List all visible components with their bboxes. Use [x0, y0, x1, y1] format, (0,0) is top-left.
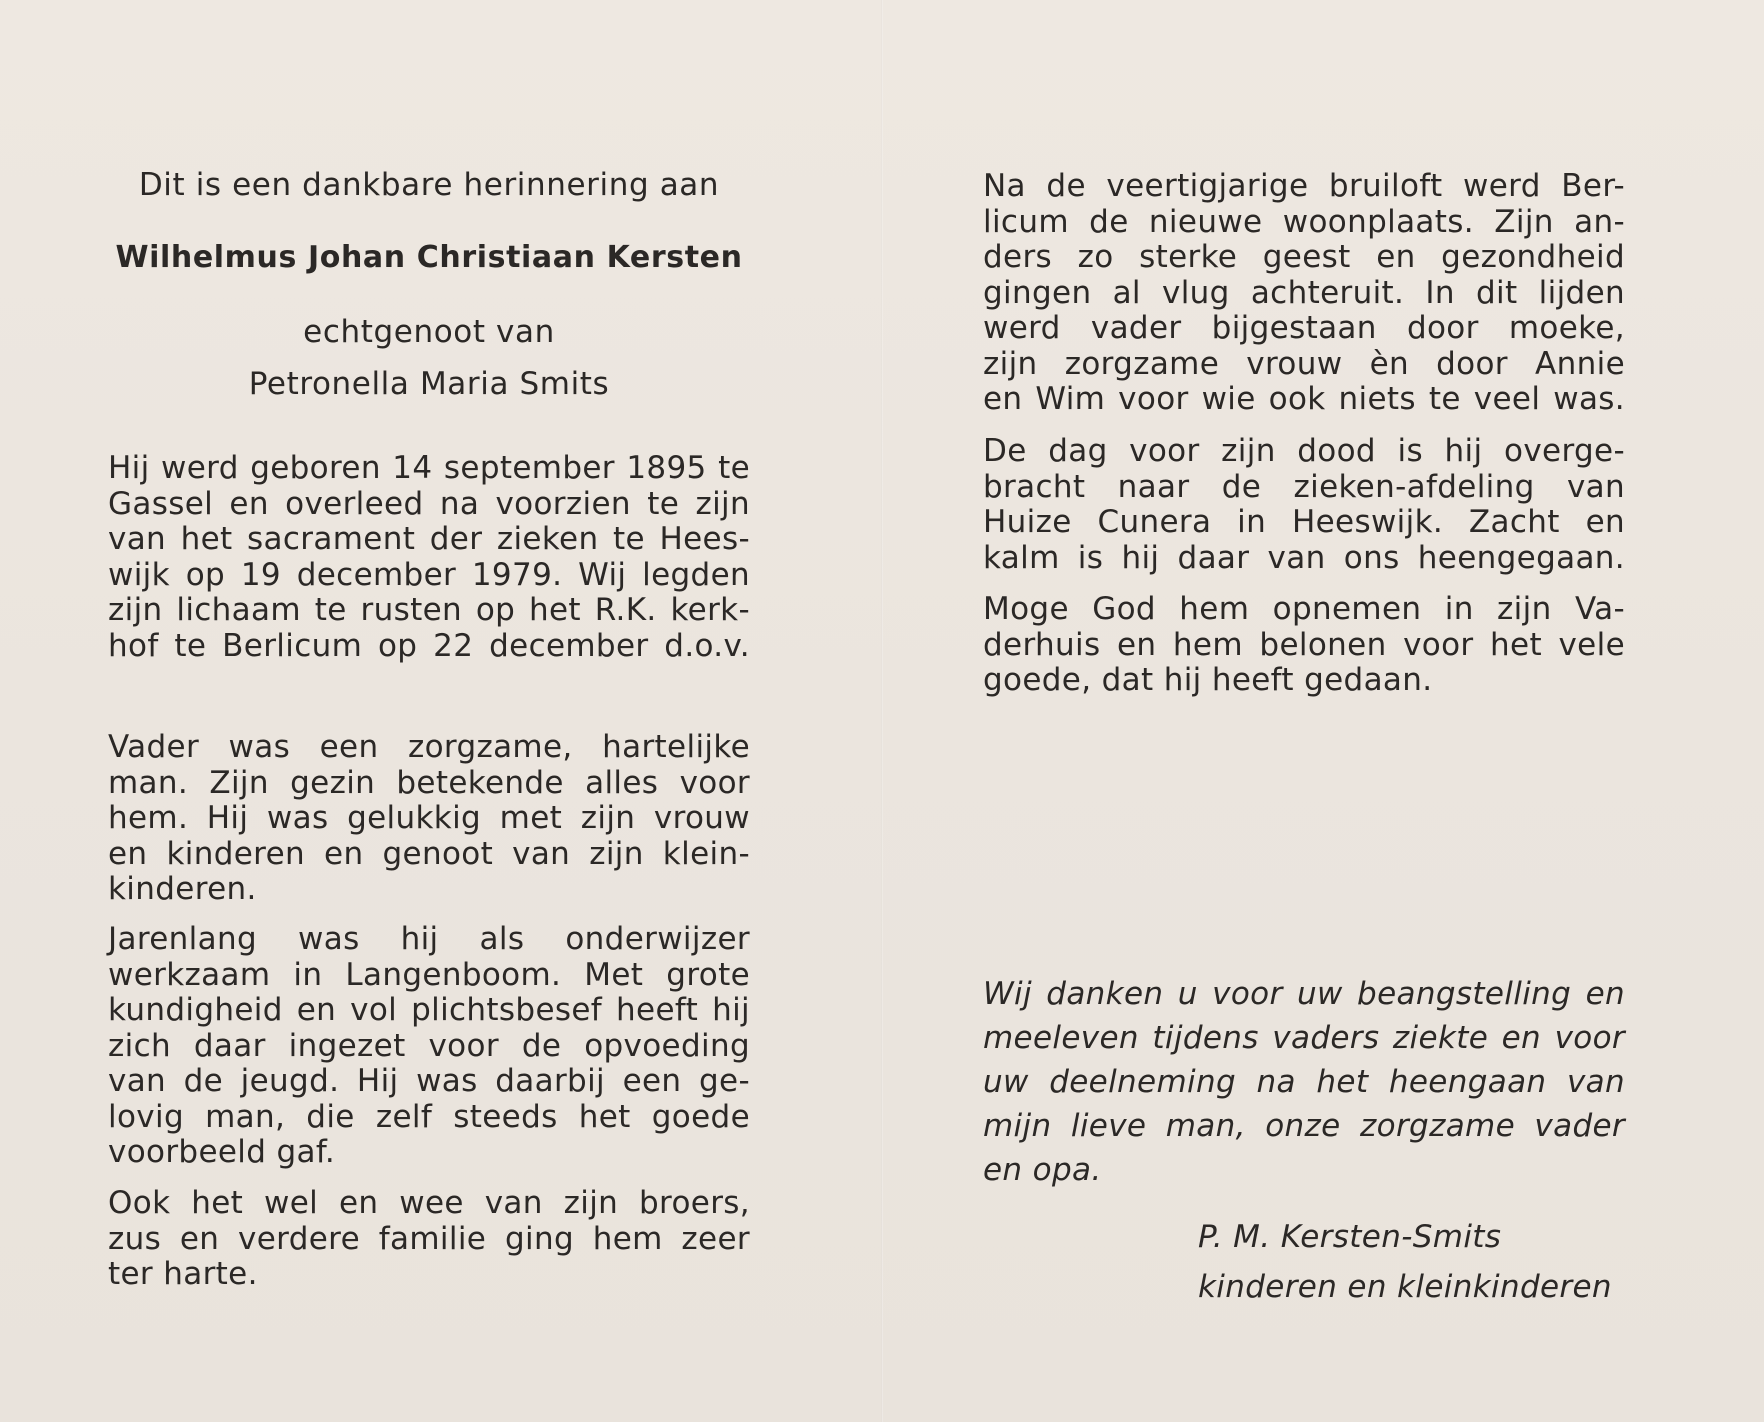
- thanks-line: mijn lieve man, onze zorgzame vader: [983, 1108, 1625, 1144]
- thanks-line: Wij danken u voor uw beangstelling en: [983, 976, 1625, 1012]
- career-line: van de jeugd. Hij was daarbij een ge-: [108, 1063, 750, 1099]
- birth-death-paragraph: [108, 451, 750, 664]
- later-life-line: en Wim voor wie ook niets te veel was.: [983, 381, 1625, 417]
- career-line: kundigheid en vol plichtsbesef heeft hij: [108, 992, 750, 1028]
- last-day-line: De dag voor zijn dood is hij overge-: [983, 433, 1625, 469]
- later-life-line: zijn zorgzame vrouw èn door Annie: [983, 345, 1625, 382]
- career-paragraph: [108, 922, 750, 1171]
- character-paragraph: [108, 730, 750, 908]
- character-line: Vader was een zorgzame, hartelijke: [108, 729, 750, 765]
- thanks-line: meeleven tijdens vaders ziekte en voor: [983, 1020, 1625, 1056]
- prayer-line: derhuis en hem belonen voor het vele: [983, 626, 1625, 663]
- last-day-line: kalm is hij daar van ons heengegaan.: [983, 539, 1625, 576]
- family-line: ter harte.: [108, 1256, 258, 1292]
- spouse-label: echtgenoot van: [303, 314, 555, 350]
- signature-block: [1198, 1212, 1628, 1312]
- later-life-line: licum de nieuwe woonplaats. Zijn an-: [983, 203, 1625, 240]
- last-day-line: bracht naar de zieken-afdeling van: [983, 468, 1625, 505]
- last-day-paragraph: [983, 434, 1625, 576]
- prayer-line: Moge God hem opnemen in zijn Va-: [983, 591, 1625, 627]
- card-fold: [881, 0, 883, 1422]
- character-line: hem. Hij was gelukkig met zijn vrouw: [108, 800, 750, 836]
- later-life-line: Na de veertigjarige bruiloft werd Ber-: [983, 168, 1625, 204]
- birth-death-line: zijn lichaam te rusten op het R.K. kerk-: [108, 592, 750, 628]
- career-line: zich daar ingezet voor de opvoeding: [108, 1027, 750, 1064]
- birth-death-line: Hij werd geboren 14 september 1895 te: [108, 450, 750, 486]
- character-line: kinderen.: [108, 871, 257, 907]
- family-line: zus en verdere familie ging hem zeer: [108, 1220, 750, 1257]
- career-line: werkzaam in Langenboom. Met grote: [108, 956, 750, 993]
- later-life-paragraph: [983, 169, 1625, 418]
- thanks-paragraph: [983, 972, 1625, 1192]
- character-line: en kinderen en genoot van zijn klein-: [108, 835, 750, 872]
- character-line: man. Zijn gezin betekende alles voor: [108, 764, 750, 801]
- career-line: Jarenlang was hij als onderwijzer: [108, 921, 750, 957]
- deceased-name: Wilhelmus Johan Christiaan Kersten: [115, 240, 743, 275]
- career-line: voorbeeld gaf.: [108, 1134, 336, 1170]
- birth-death-line: hof te Berlicum op 22 december d.o.v.: [108, 627, 750, 664]
- birth-death-line: van het sacrament der zieken te Hees-: [108, 521, 750, 557]
- prayer-line: goede, dat hij heeft gedaan.: [983, 662, 1433, 698]
- signature-family: kinderen en kleinkinderen: [1198, 1269, 1612, 1305]
- later-life-line: gingen al vlug achteruit. In dit lijden: [983, 274, 1625, 311]
- prayer-paragraph: [983, 592, 1625, 699]
- intro-line: Dit is een dankbare herinnering aan: [138, 167, 720, 203]
- thanks-line: en opa.: [983, 1152, 1102, 1188]
- last-day-line: Huize Cunera in Heeswijk. Zacht en: [983, 504, 1625, 540]
- family-line: Ook het wel en wee van zijn broers,: [108, 1185, 750, 1221]
- birth-death-line: wijk op 19 december 1979. Wij legden: [108, 556, 750, 593]
- thanks-line: uw deelneming na het heengaan van: [983, 1064, 1625, 1100]
- later-life-line: werd vader bijgestaan door moeke,: [983, 310, 1625, 346]
- career-line: lovig man, die zelf steeds het goede: [108, 1098, 750, 1135]
- later-life-line: ders zo sterke geest en gezondheid: [983, 239, 1625, 275]
- family-paragraph: [108, 1186, 750, 1293]
- signature-name: P. M. Kersten-Smits: [1198, 1219, 1502, 1255]
- spouse-name: Petronella Maria Smits: [248, 366, 610, 402]
- birth-death-line: Gassel en overleed na voorzien te zijn: [108, 485, 750, 522]
